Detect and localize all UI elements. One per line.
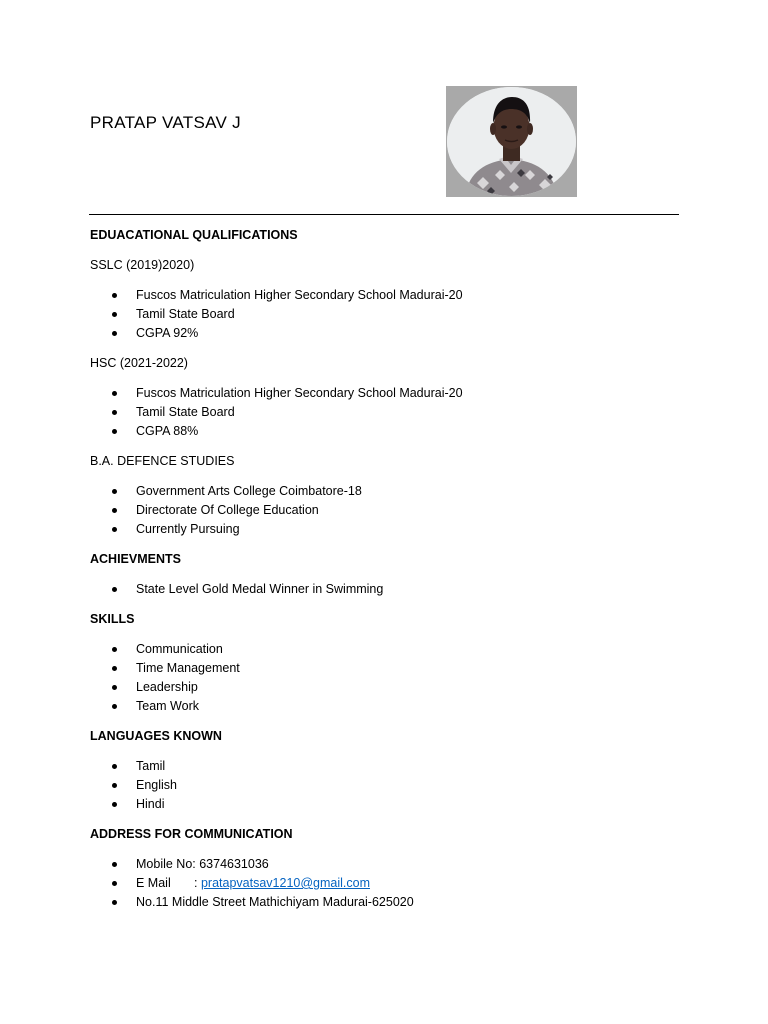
bullet-icon — [112, 881, 117, 886]
address-heading: ADDRESS FOR COMMUNICATION — [90, 827, 293, 841]
bullet-icon — [112, 764, 117, 769]
bullet-icon — [112, 293, 117, 298]
languages-list — [90, 757, 690, 814]
bullet-icon — [112, 685, 117, 690]
bullet-icon — [112, 666, 117, 671]
bullet-icon — [112, 391, 117, 396]
list-item: CGPA 92% — [90, 324, 690, 343]
sslc-list — [90, 286, 690, 343]
list-item — [90, 893, 690, 912]
street-address: No.11 Middle Street Mathichiyam Madurai-625020 — [136, 895, 414, 909]
list-item: English — [90, 776, 690, 795]
profile-photo — [446, 86, 577, 197]
bullet-icon — [112, 704, 117, 709]
bullet-icon — [112, 527, 117, 532]
bullet-icon — [112, 331, 117, 336]
header-divider — [89, 214, 679, 215]
list-item: Team Work — [90, 697, 690, 716]
skills-heading: SKILLS — [90, 612, 135, 626]
bullet-icon — [112, 862, 117, 867]
skills-list — [90, 640, 690, 716]
list-item: Time Management — [90, 659, 690, 678]
list-item: Directorate Of College Education — [90, 501, 690, 520]
bullet-icon — [112, 587, 117, 592]
email-label: E Mail — [136, 876, 171, 890]
ba-list — [90, 482, 690, 539]
list-item: Fuscos Matriculation Higher Secondary School Madurai-20 — [90, 384, 690, 403]
bullet-icon — [112, 489, 117, 494]
ba-title: B.A. DEFENCE STUDIES — [90, 454, 235, 468]
languages-heading: LANGUAGES KNOWN — [90, 729, 222, 743]
email-link[interactable]: pratapvatsav1210@gmail.com — [200, 876, 370, 890]
list-item — [90, 874, 690, 893]
bullet-icon — [112, 508, 117, 513]
hsc-list — [90, 384, 690, 441]
resume-content — [90, 226, 690, 923]
list-item: Communication — [90, 640, 690, 659]
list-item: State Level Gold Medal Winner in Swimming — [90, 580, 690, 599]
list-item: CGPA 88% — [90, 422, 690, 441]
sslc-title: SSLC (2019)2020) — [90, 258, 195, 272]
list-item: Tamil State Board — [90, 305, 690, 324]
bullet-icon — [112, 429, 117, 434]
achievements-list — [90, 580, 690, 599]
list-item: Fuscos Matriculation Higher Secondary School Madurai-20 — [90, 286, 690, 305]
achievements-heading: ACHIEVMENTS — [90, 552, 181, 566]
photo-oval-frame — [447, 87, 576, 196]
bullet-icon — [112, 647, 117, 652]
list-item: Hindi — [90, 795, 690, 814]
mobile-number: Mobile No: 6374631036 — [136, 857, 269, 871]
list-item: Tamil — [90, 757, 690, 776]
bullet-icon — [112, 900, 117, 905]
address-list — [90, 855, 690, 912]
bullet-icon — [112, 312, 117, 317]
bullet-icon — [112, 410, 117, 415]
list-item — [90, 855, 690, 874]
bullet-icon — [112, 802, 117, 807]
person-portrait-icon — [447, 87, 576, 196]
list-item: Tamil State Board — [90, 403, 690, 422]
list-item: Leadership — [90, 678, 690, 697]
email-separator: : — [194, 876, 198, 890]
bullet-icon — [112, 783, 117, 788]
list-item: Government Arts College Coimbatore-18 — [90, 482, 690, 501]
education-heading: EDUACATIONAL QUALIFICATIONS — [90, 228, 298, 242]
candidate-name: PRATAP VATSAV J — [90, 113, 241, 132]
hsc-title: HSC (2021-2022) — [90, 356, 188, 370]
list-item: Currently Pursuing — [90, 520, 690, 539]
